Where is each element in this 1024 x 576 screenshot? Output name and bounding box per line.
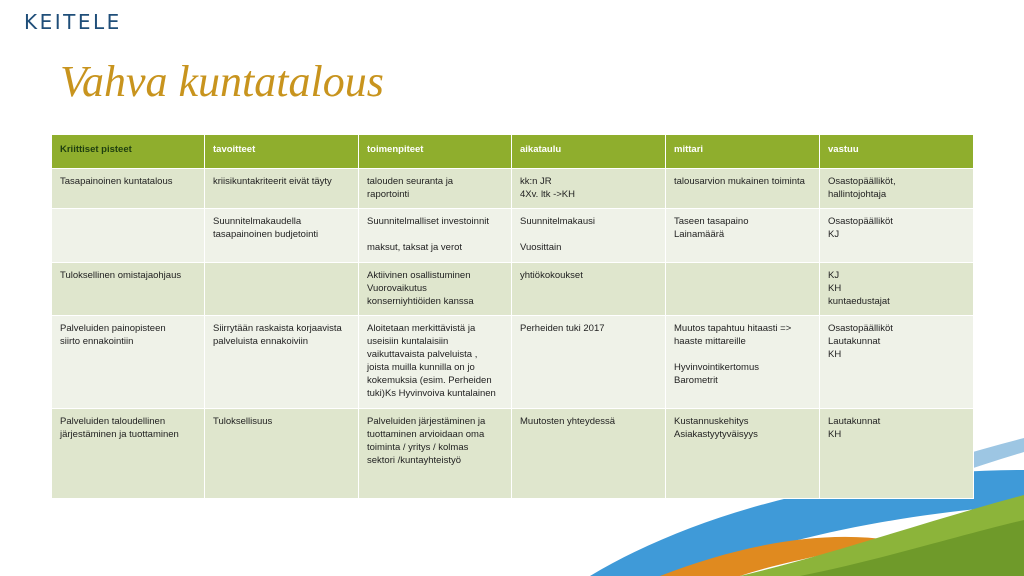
table-row	[52, 316, 974, 409]
col-header-mittari: mittari	[666, 135, 820, 169]
table-cell: yhtiökokoukset	[512, 263, 666, 316]
col-header-vastuu: vastuu	[820, 135, 974, 169]
table-cell: kriisikuntakriteerit eivät täyty	[205, 169, 359, 209]
table-cell	[666, 263, 820, 316]
keitele-logo: KEITELE	[24, 10, 122, 34]
table-cell: Osastopäälliköt Lautakunnat KH	[820, 316, 974, 409]
table-cell: KJ KH kuntaedustajat	[820, 263, 974, 316]
table-cell: Palveluiden painopisteen siirto ennakointiin	[52, 316, 205, 409]
table-cell	[52, 209, 205, 263]
table-row	[52, 263, 974, 316]
table-cell: kk:n JR 4Xv. ltk ->KH	[512, 169, 666, 209]
table-cell: Suunnitelmalliset investoinnit maksut, taksat ja verot	[359, 209, 512, 263]
col-header-aikataulu: aikataulu	[512, 135, 666, 169]
table-cell: talousarvion mukainen toiminta	[666, 169, 820, 209]
col-header-toimenpiteet: toimenpiteet	[359, 135, 512, 169]
table-cell: Muutos tapahtuu hitaasti => haaste mittareille Hyvinvointikertomus Barometrit	[666, 316, 820, 409]
table-cell: Muutosten yhteydessä	[512, 409, 666, 499]
table-cell: talouden seuranta ja raportointi	[359, 169, 512, 209]
table-cell: Osastopäälliköt, hallintojohtaja	[820, 169, 974, 209]
table-cell: Tuloksellisuus	[205, 409, 359, 499]
table-cell: Perheiden tuki 2017	[512, 316, 666, 409]
col-header-tavoitteet: tavoitteet	[205, 135, 359, 169]
table-cell: Tasapainoinen kuntatalous	[52, 169, 205, 209]
table-cell: Palveluiden taloudellinen järjestäminen ja tuottaminen	[52, 409, 205, 499]
table-row	[52, 169, 974, 209]
table-cell	[205, 263, 359, 316]
table-cell: Tuloksellinen omistajaohjaus	[52, 263, 205, 316]
table-cell: Palveluiden järjestäminen ja tuottaminen arvioidaan oma toiminta / yritys / kolmas sektori /kuntayhteistyö	[359, 409, 512, 499]
table-cell: Kustannuskehitys Asiakastyytyväisyys	[666, 409, 820, 499]
table-cell: Aloitetaan merkittävistä ja useisiin kuntalaisiin vaikuttavaista palveluista , joista muilla kunnilla on jo kokemuksia (esim. Perheiden tuki)Ks Hyvinvoiva kuntalainen	[359, 316, 512, 409]
table-cell: Suunnitelmakaudella tasapainoinen budjetointi	[205, 209, 359, 263]
table-row	[52, 409, 974, 499]
table-cell: Lautakunnat KH	[820, 409, 974, 499]
plan-table	[51, 134, 974, 499]
table-cell: Siirrytään raskaista korjaavista palveluista ennakoiviin	[205, 316, 359, 409]
table-cell: Osastopäälliköt KJ	[820, 209, 974, 263]
table-row	[52, 209, 974, 263]
table-cell: Aktiivinen osallistuminen Vuorovaikutus konserniyhtiöiden kanssa	[359, 263, 512, 316]
table-cell: Taseen tasapaino Lainamäärä	[666, 209, 820, 263]
slide-title: Vahva kuntatalous	[60, 57, 384, 106]
col-header-kriittiset: Kriittiset pisteet	[52, 135, 205, 169]
table-cell: Suunnitelmakausi Vuosittain	[512, 209, 666, 263]
table-header-row	[52, 135, 974, 169]
